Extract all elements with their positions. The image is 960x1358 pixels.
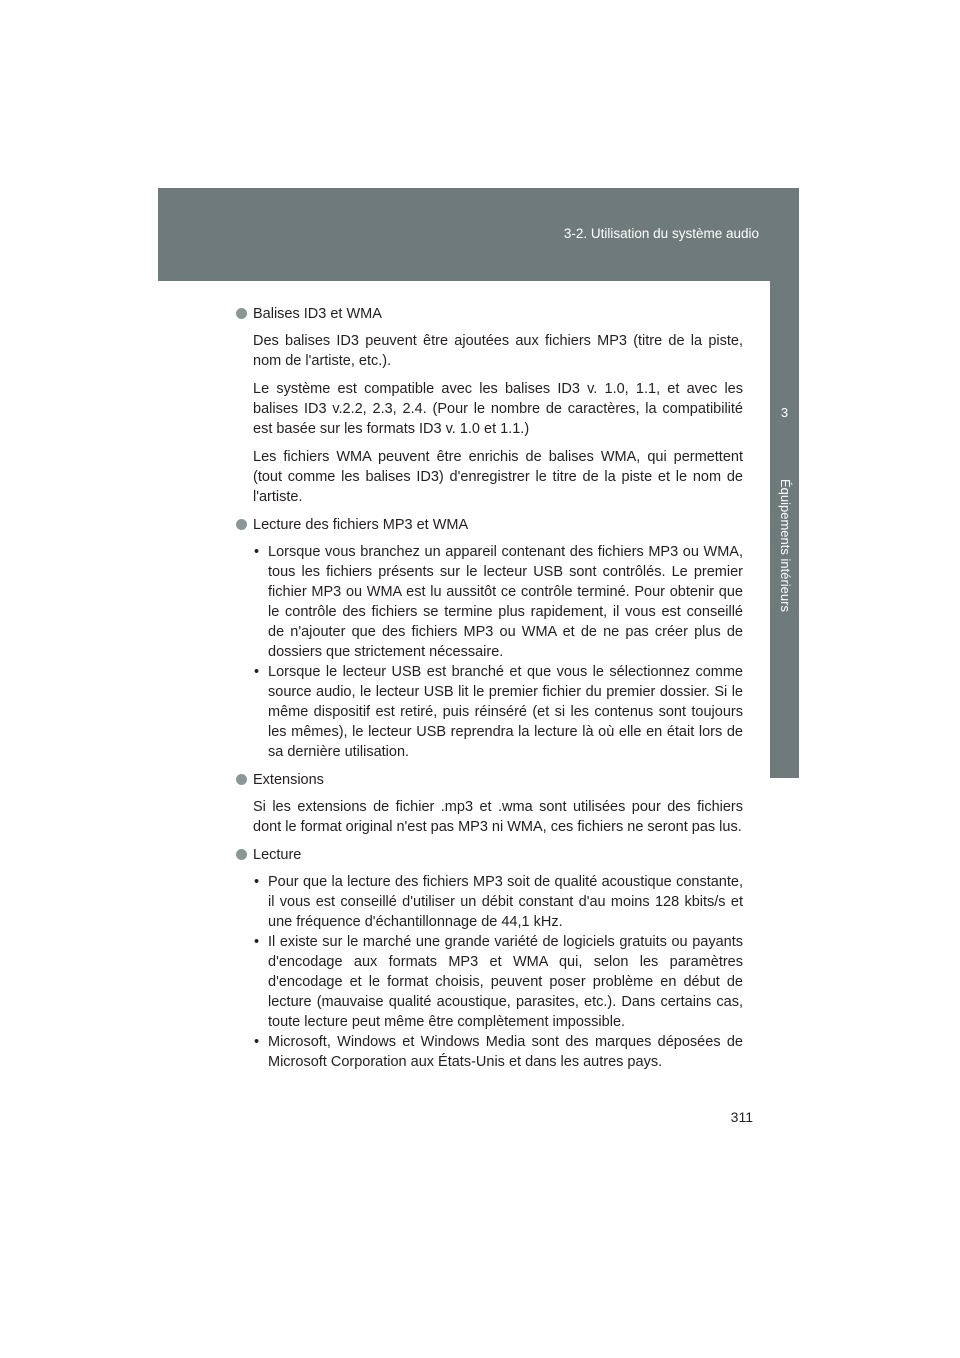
list-item: • Lorsque vous branchez un appareil contenant des fichiers MP3 ou WMA, tous les fichiers présents sur le lecteur USB sont contrôlés. Le premier fichier MP3 ou WMA est lu aussitôt ce contrôle terminé. Pour obtenir que le contrôle des fichiers se termine plus rapidement, il vous est conseillé de n'ajouter que des fichiers MP3 ou WMA et de ne pas créer plus de dossiers que strictement nécessaire. <box>253 542 743 662</box>
round-bullet-icon <box>236 519 247 530</box>
list-item: • Microsoft, Windows et Windows Media sont des marques déposées de Microsoft Corporation aux États-Unis et dans les autres pays. <box>253 1032 743 1072</box>
section-heading: Lecture <box>236 845 743 865</box>
chapter-side-tab <box>770 281 799 778</box>
section-extensions <box>236 770 743 837</box>
bullet-list <box>253 542 743 762</box>
section-heading: Balises ID3 et WMA <box>236 304 743 324</box>
round-bullet-icon <box>236 774 247 785</box>
paragraph: Des balises ID3 peuvent être ajoutées aux fichiers MP3 (titre de la piste, nom de l'artiste, etc.). <box>253 333 743 369</box>
section-playback <box>236 845 743 1072</box>
page-number: 311 <box>730 1109 753 1125</box>
bullet-list <box>253 872 743 1072</box>
section-heading: Lecture des fichiers MP3 et WMA <box>236 515 743 535</box>
list-item: • Pour que la lecture des fichiers MP3 soit de qualité acoustique constante, il vous est conseillé d'utiliser un débit constant d'au moins 128 kbits/s et une fréquence d'échantillonnage de 44,1 kHz. <box>253 872 743 932</box>
chapter-label: Équipements intérieurs <box>778 479 793 612</box>
paragraph: Les fichiers WMA peuvent être enrichis de balises WMA, qui permettent (tout comme les balises ID3) d'enregistrer le titre de la piste et le nom de l'artiste. <box>253 449 743 505</box>
section-title: 3-2. Utilisation du système audio <box>563 226 759 241</box>
list-item: • Il existe sur le marché une grande variété de logiciels gratuits ou payants d'encodage aux formats MP3 et WMA qui, selon les paramètres d'encodage et le format choisis, peuvent poser problème en début de lecture (mauvaise qualité acoustique, parasites, etc.). Dans certains cas, toute lecture peut même être complètement impossible. <box>253 932 743 1032</box>
paragraph: Si les extensions de fichier .mp3 et .wma sont utilisées pour des fichiers dont le format original n'est pas MP3 ni WMA, ces fichiers ne seront pas lus. <box>253 799 743 835</box>
chapter-number: 3 <box>780 405 789 420</box>
section-id3-wma <box>236 304 743 507</box>
header-band <box>158 188 799 281</box>
section-playback-mp3-wma <box>236 515 743 770</box>
list-item: • Lorsque le lecteur USB est branché et que vous le sélectionnez comme source audio, le lecteur USB lit le premier fichier du premier dossier. Si le même dispositif est retiré, puis réinséré (et si les contenus sont toujours les mêmes), le lecteur USB reprendra la lecture là où elle en était lors de sa dernière utilisation. <box>253 662 743 762</box>
section-heading: Extensions <box>236 770 743 790</box>
round-bullet-icon <box>236 308 247 319</box>
paragraph: Le système est compatible avec les balises ID3 v. 1.0, 1.1, et avec les balises ID3 v.2.2, 2.3, 2.4. (Pour le nombre de caractères, la compatibilité est basée sur les formats ID3 v. 1.0 et 1.1.) <box>253 381 743 437</box>
page-content <box>236 304 743 1074</box>
round-bullet-icon <box>236 849 247 860</box>
